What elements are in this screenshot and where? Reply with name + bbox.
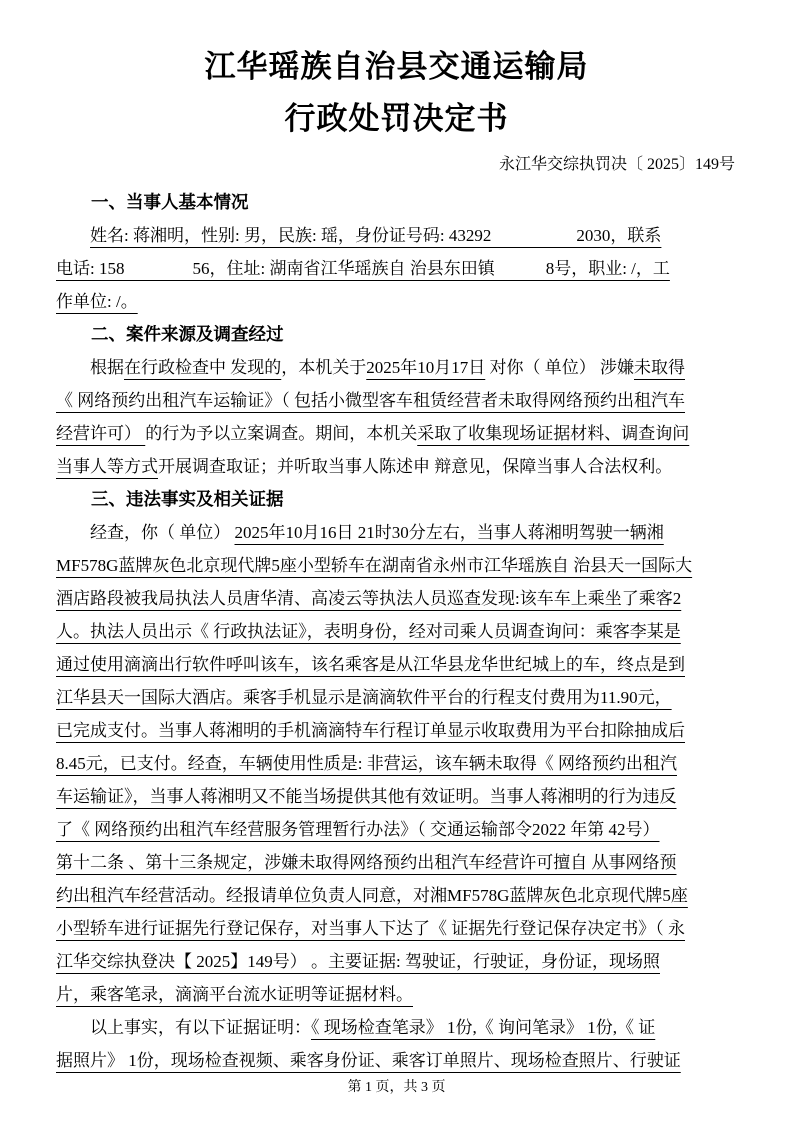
text-line xyxy=(56,582,737,615)
underlined-text-segment: 小型轿车进行证据先行登记保存，对当事人下达了《 证据先行登记保存决定书》（ 永 xyxy=(56,919,685,938)
underlined-text-segment: 了《 网络预约出租汽车经营服务管理暂行办法》（ 交通运输部令2022 年第 42号） xyxy=(56,820,660,839)
text-line xyxy=(56,450,737,483)
underlined-text-segment: 通过使用滴滴出行软件呼叫该车，该名乘客是从江华县龙华世纪城上的车，终点是到 xyxy=(56,655,685,674)
underlined-text-segment: 《 现场检查笔录》 1份,《 询问笔录》 1份,《 证 xyxy=(311,1018,656,1037)
text-segment: 的行为予以立案调查。期间，本机关 xyxy=(145,424,418,443)
page-footer: 第 1 页，共 3 页 xyxy=(347,1080,446,1095)
text-line xyxy=(56,714,737,747)
underlined-text-segment: 已完成支付。当事人蒋湘明的手机滴滴特车行程订单显示收取费用为平台扣除抽成后 xyxy=(56,721,685,740)
underlined-text-segment: 2025年10月17日 xyxy=(366,358,486,377)
underlined-text-segment: 车运输证》，当事人蒋湘明又不能当场提供其他有效证明。当事人蒋湘明的行为违反 xyxy=(56,787,677,806)
text-line xyxy=(56,945,737,978)
text-line xyxy=(56,879,737,912)
document-body xyxy=(56,186,737,1077)
text-line xyxy=(56,978,737,1011)
underlined-text-segment: 姓名: 蒋湘明，性别: 男，民族: 瑶，身份证号码: 43292 2030，联系 xyxy=(90,226,662,245)
text-line xyxy=(56,912,737,945)
text-line xyxy=(56,252,737,285)
text-line xyxy=(56,681,737,714)
text-line xyxy=(56,384,737,417)
text-segment: 三、违法事实及相关证据 xyxy=(91,489,284,509)
text-segment: 根据 xyxy=(90,358,124,377)
underlined-text-segment: 江华县天一国际大酒店。乘客手机显示是滴滴软件平台的行程支付费用为11.90元， xyxy=(56,688,672,707)
section-heading xyxy=(56,318,737,351)
text-line xyxy=(56,813,737,846)
section-heading xyxy=(56,483,737,516)
underlined-text-segment: 《 网络预约出租汽车运输证》（ 包括小微型客车租赁经营者未取得网络预约出租汽车 xyxy=(56,391,685,410)
underlined-text-segment: 未取得 xyxy=(634,358,685,377)
text-line xyxy=(56,549,737,582)
document-number: 永江华交综执罚决〔 2025〕149号 xyxy=(498,156,735,173)
text-line xyxy=(56,417,737,450)
underlined-text-segment: 据照片》 1份，现场检查视频、乘客身份证、乘客订单照片、现场检查照片、行驶证 xyxy=(56,1051,681,1070)
text-line xyxy=(56,516,737,549)
underlined-text-segment: 第十二条 、第十三条规定，涉嫌未取得网络预约出租汽车经营许可擅自 从事网络预 xyxy=(56,853,677,872)
underlined-text-segment: 片，乘客笔录，滴滴平台流水证明等证据材料。 xyxy=(56,985,413,1004)
text-line xyxy=(56,1011,737,1044)
document-subtitle: 行政处罚决定书 xyxy=(284,101,509,136)
section-heading xyxy=(56,186,737,219)
text-segment: 二、案件来源及调查经过 xyxy=(91,324,284,344)
text-line xyxy=(56,747,737,780)
underlined-text-segment: 8.45元，已支付。经查，车辆使用性质是: 非营运，该车辆未取得《 网络预约出租汽 xyxy=(56,754,677,773)
text-segment: 经查，你（ 单位） xyxy=(90,523,235,542)
underlined-text-segment: 2025年10月16日 21时30分左右，当事人蒋湘明驾驶一辆湘 xyxy=(234,523,664,542)
text-segment: ，本机关于 xyxy=(281,358,367,377)
text-line xyxy=(56,285,737,318)
text-line xyxy=(56,615,737,648)
underlined-text-segment: 当事人等方式 xyxy=(56,457,158,476)
underlined-text-segment: 约出租汽车经营活动。经报请单位负责人同意，对湘MF578G蓝牌灰色北京现代牌5座 xyxy=(56,886,688,905)
underlined-text-segment: MF578G蓝牌灰色北京现代牌5座小型轿车在湖南省永州市江华瑶族自 治县天一国际大 xyxy=(56,556,693,575)
text-segment: 以上事实，有以下证据证明： xyxy=(90,1018,311,1037)
underlined-text-segment: 在行政检查中 发现的 xyxy=(124,358,282,377)
text-line xyxy=(56,846,737,879)
text-segment: 开展调查取证；并听取当事人陈述申 辩意见，保障当事人合法权利。 xyxy=(158,457,673,476)
underlined-text-segment: 作单位: /。 xyxy=(56,292,138,311)
underlined-text-segment: 酒店路段被我局执法人员唐华清、高凌云等执法人员巡查发现:该车车上乘坐了乘客2 xyxy=(56,589,682,608)
underlined-text-segment: 江华交综执登决【 2025】149号） 。主要证据: 驾驶证，行驶证，身份证，现场照 xyxy=(56,952,660,971)
text-line xyxy=(56,780,737,813)
text-segment: 一、当事人基本情况 xyxy=(91,192,249,212)
text-line xyxy=(56,1044,737,1077)
text-line xyxy=(56,648,737,681)
text-segment: 对你（ 单位） 涉嫌 xyxy=(485,358,634,377)
text-line xyxy=(56,219,737,252)
text-line xyxy=(56,351,737,384)
underlined-text-segment: 采取了收集现场证据材料、调查询问 xyxy=(417,424,690,443)
underlined-text-segment: 人。执法人员出示《 行政执法证》，表明身份，经对司乘人员调查询问：乘客李某是 xyxy=(56,622,681,641)
underlined-text-segment: 电话: 158 56，住址: 湖南省江华瑶族自 治县东田镇 8号，职业: /，工 xyxy=(56,259,670,278)
document-title: 江华瑶族自治县交通运输局 xyxy=(204,49,589,84)
underlined-text-segment: 经营许可） xyxy=(56,424,146,443)
